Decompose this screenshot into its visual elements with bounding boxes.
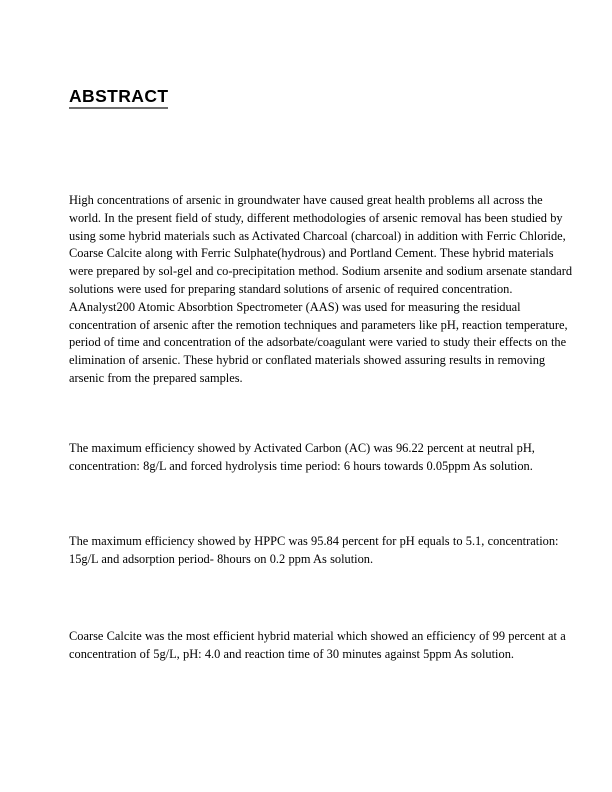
abstract-paragraph-coarse-calcite: Coarse Calcite was the most efficient hybrid material which showed an efficiency of 99 percent at a concentration of 5g/L, pH: 4.0 and reaction time of 30 minutes against 5ppm As solution. <box>69 629 566 661</box>
abstract-paragraph-overview: High concentrations of arsenic in groundwater have caused great health problems all across the world. In the present field of study, different methodologies of arsenic removal has been studied by using some hybrid materials such as Activated Charcoal (charcoal) in addition with Ferric Chloride, Coarse Calcite along with Ferric Sulphate(hydrous) and Portland Cement. These hybrid materials were prepared by sol-gel and co-precipitation method. Sodium arsenite and sodium arsenate standard solutions were used for preparing standard solutions of arsenic of required concentration. AAnalyst200 Atomic Absorbtion Spectrometer (AAS) was used for measuring the residual concentration of arsenic after the remotion techniques and parameters like pH, reaction temperature, period of time and concentration of the adsorbate/coagulant were varied to study their effects on the elimination of arsenic. These hybrid or conflated materials showed assuring results in removing arsenic from the prepared samples. <box>69 193 573 385</box>
abstract-paragraph-hppc: The maximum efficiency showed by HPPC was 95.84 percent for pH equals to 5.1, concentration: 15g/L and adsorption period- 8hours on 0.2 ppm As solution. <box>69 534 559 566</box>
abstract-paragraph-activated-carbon: The maximum efficiency showed by Activated Carbon (AC) was 96.22 percent at neutral pH, concentration: 8g/L and forced hydrolysis time period: 6 hours towards 0.05ppm As solution. <box>69 441 535 473</box>
page-title: ABSTRACT <box>69 86 168 109</box>
